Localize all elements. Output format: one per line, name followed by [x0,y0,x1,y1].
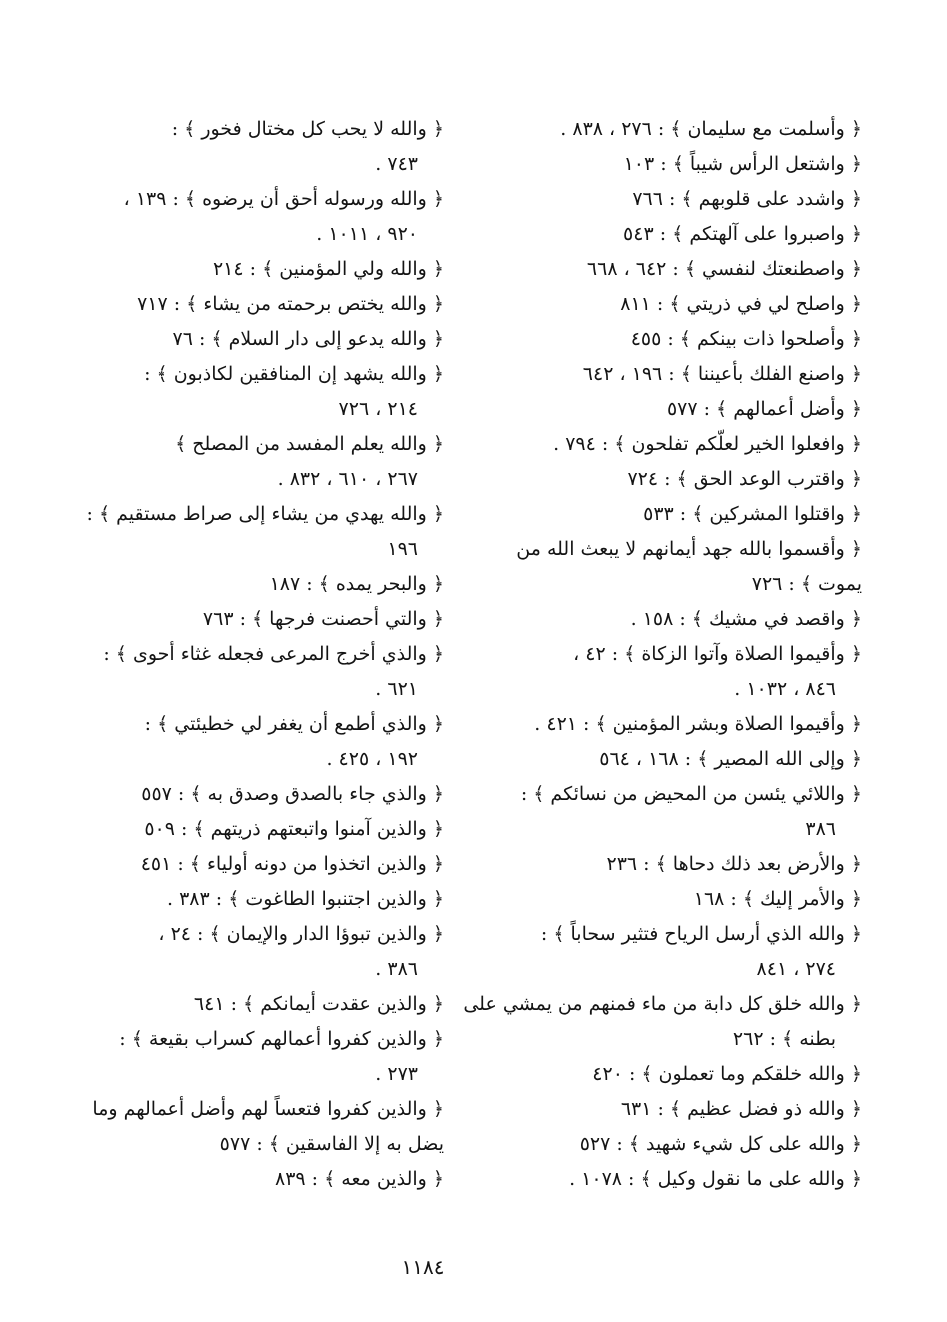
index-entry-continuation: ١٩٢ ، ٤٢٥ . [326,748,418,770]
index-entry: ﴿ واقترب الوعد الحق ﴾ : ٧٢٤ [627,468,862,490]
index-entry-continuation: ٧٤٣ . [375,153,418,175]
index-entry: ﴿ واقتلوا المشركين ﴾ : ٥٣٣ [643,503,862,525]
index-entry-continuation: ١٩٦ [387,538,418,560]
index-entry: ﴿ والله يعلم المفسد من المصلح ﴾ [175,433,444,455]
index-entry: ﴿ واشتعل الرأس شيباً ﴾ : ١٠٣ [623,153,862,175]
index-entry: ﴿ والتي أحصنت فرجها ﴾ : ٧٦٣ [202,608,444,630]
index-entry: ﴿ والله الذي أرسل الرياح فتثير سحاباً ﴾ : [540,923,862,945]
index-entry-continuation: بطنه ﴾ : ٢٦٢ [732,1028,836,1050]
index-entry-continuation: ٢٧٤ ، ٨٤١ [756,958,836,980]
index-entry: ﴿ واصبروا على آلهتكم ﴾ : ٥٤٣ [623,223,862,245]
index-entry: ﴿ والبحر يمده ﴾ : ١٨٧ [269,573,444,595]
index-entry: ﴿ والله يدعو إلى دار السلام ﴾ : ٧٦ [172,328,444,350]
index-entry-continuation: يموت ﴾ : ٧٢٦ [751,573,862,595]
index-entry: ﴿ والله ولي المؤمنين ﴾ : ٢١٤ [212,258,444,280]
index-entry: ﴿ وافعلوا الخير لعلّكم تفلحون ﴾ : ٧٩٤ . [553,433,862,455]
index-entry: ﴿ والأرض بعد ذلك دحاها ﴾ : ٢٣٦ [606,853,862,875]
index-entry-continuation: ٢١٤ ، ٧٢٦ [338,398,418,420]
index-entry: ﴿ والذين تبوؤا الدار والإيمان ﴾ : ٢٤ ، [158,923,444,945]
index-entry: ﴿ والله ورسوله أحق أن يرضوه ﴾ : ١٣٩ ، [123,188,444,210]
index-entry: ﴿ والذي أطمع أن يغفر لي خطيئتي ﴾ : [144,713,444,735]
index-entry-continuation: ٢٦٧ ، ٦١٠ ، ٨٣٢ . [277,468,418,490]
index-entry-continuation: ٨٤٦ ، ١٠٣٢ . [734,678,836,700]
index-entry: ﴿ والله يختص برحمته من يشاء ﴾ : ٧١٧ [137,293,444,315]
index-entry: ﴿ والذين آمنوا واتبعتهم ذريتهم ﴾ : ٥٠٩ [144,818,444,840]
index-entry: ﴿ والذين كفروا فتعساً لهم وأضل أعمالهم وما [92,1098,444,1120]
page-number: ١١٨٤ [401,1255,445,1279]
index-entry: ﴿ واقصد في مشيك ﴾ : ١٥٨ . [630,608,862,630]
index-entry: ﴿ وأقيموا الصلاة وبشر المؤمنين ﴾ : ٤٢١ . [534,713,862,735]
index-entry: ﴿ وأقسموا بالله جهد أيمانهم لا يبعث الله من [516,538,862,560]
index-entry: ﴿ والله يشهد إن المنافقين لكاذبون ﴾ : [144,363,444,385]
index-entry: ﴿ والذي جاء بالصدق وصدق به ﴾ : ٥٥٧ [141,783,444,805]
index-entry: ﴿ واللائي يئسن من المحيض من نسائكم ﴾ : [520,783,862,805]
index-entry-continuation: ٦٢١ . [375,678,418,700]
index-entry: ﴿ والذين اتخذوا من دونه أولياء ﴾ : ٤٥١ [140,853,444,875]
index-entry: ﴿ والله ذو فضل عظيم ﴾ : ٦٣١ [620,1098,862,1120]
index-entry: ﴿ واصنع الفلك بأعيننا ﴾ : ١٩٦ ، ٦٤٢ [582,363,862,385]
index-column-right [446,112,862,1197]
index-entry: ﴿ واصلح لي في ذريتي ﴾ : ٨١١ [620,293,862,315]
index-entry: ﴿ والله خلقكم وما تعملون ﴾ : ٤٢٠ [592,1063,862,1085]
index-entry: ﴿ وأضل أعمالهم ﴾ : ٥٧٧ [666,398,862,420]
index-entry: ﴿ وأقيموا الصلاة وآتوا الزكاة ﴾ : ٤٢ ، [573,643,862,665]
index-entry: ﴿ والذين عقدت أيمانكم ﴾ : ٦٤١ [193,993,444,1015]
index-entry: ﴿ وأصلحوا ذات بينكم ﴾ : ٤٥٥ [630,328,862,350]
index-entry: ﴿ والذين معه ﴾ : ٨٣٩ [275,1168,444,1190]
index-entry: ﴿ والله لا يحب كل مختال فخور ﴾ : [171,118,444,140]
index-entry: ﴿ والله على ما نقول وكيل ﴾ : ١٠٧٨ . [569,1168,862,1190]
index-entry: ﴿ والله خلق كل دابة من ماء فمنهم من يمشي على [463,993,862,1015]
index-entry: ﴿ وأسلمت مع سليمان ﴾ : ٢٧٦ ، ٨٣٨ . [560,118,862,140]
index-entry-continuation: ٢٧٣ . [375,1063,418,1085]
index-entry: ﴿ والله على كل شيء شهيد ﴾ : ٥٢٧ [579,1133,862,1155]
index-column-left [58,112,444,1197]
index-entry-continuation: ٣٨٦ . [375,958,418,980]
index-entry: ﴿ والله يهدي من يشاء إلى صراط مستقيم ﴾ : [86,503,444,525]
index-entry-continuation: يضل به إلا الفاسقين ﴾ : ٥٧٧ [219,1133,444,1155]
index-entry: ﴿ والأمر إليك ﴾ : ١٦٨ [693,888,862,910]
index-entry: ﴿ والذين كفروا أعمالهم كسراب بقيعة ﴾ : [119,1028,444,1050]
index-entry-continuation: ٣٨٦ [805,818,836,840]
index-entry-continuation: ٩٢٠ ، ١٠١١ . [316,223,418,245]
index-entry: ﴿ واشدد على قلوبهم ﴾ : ٧٦٦ [632,188,862,210]
index-entry: ﴿ والذين اجتنبوا الطاغوت ﴾ : ٣٨٣ . [167,888,444,910]
index-entry: ﴿ وإلى الله المصير ﴾ : ١٦٨ ، ٥٦٤ [599,748,862,770]
index-entry: ﴿ واصطنعتك لنفسي ﴾ : ٦٤٢ ، ٦٦٨ [586,258,862,280]
index-entry: ﴿ والذي أخرج المرعى فجعله غثاء أحوى ﴾ : [103,643,444,665]
